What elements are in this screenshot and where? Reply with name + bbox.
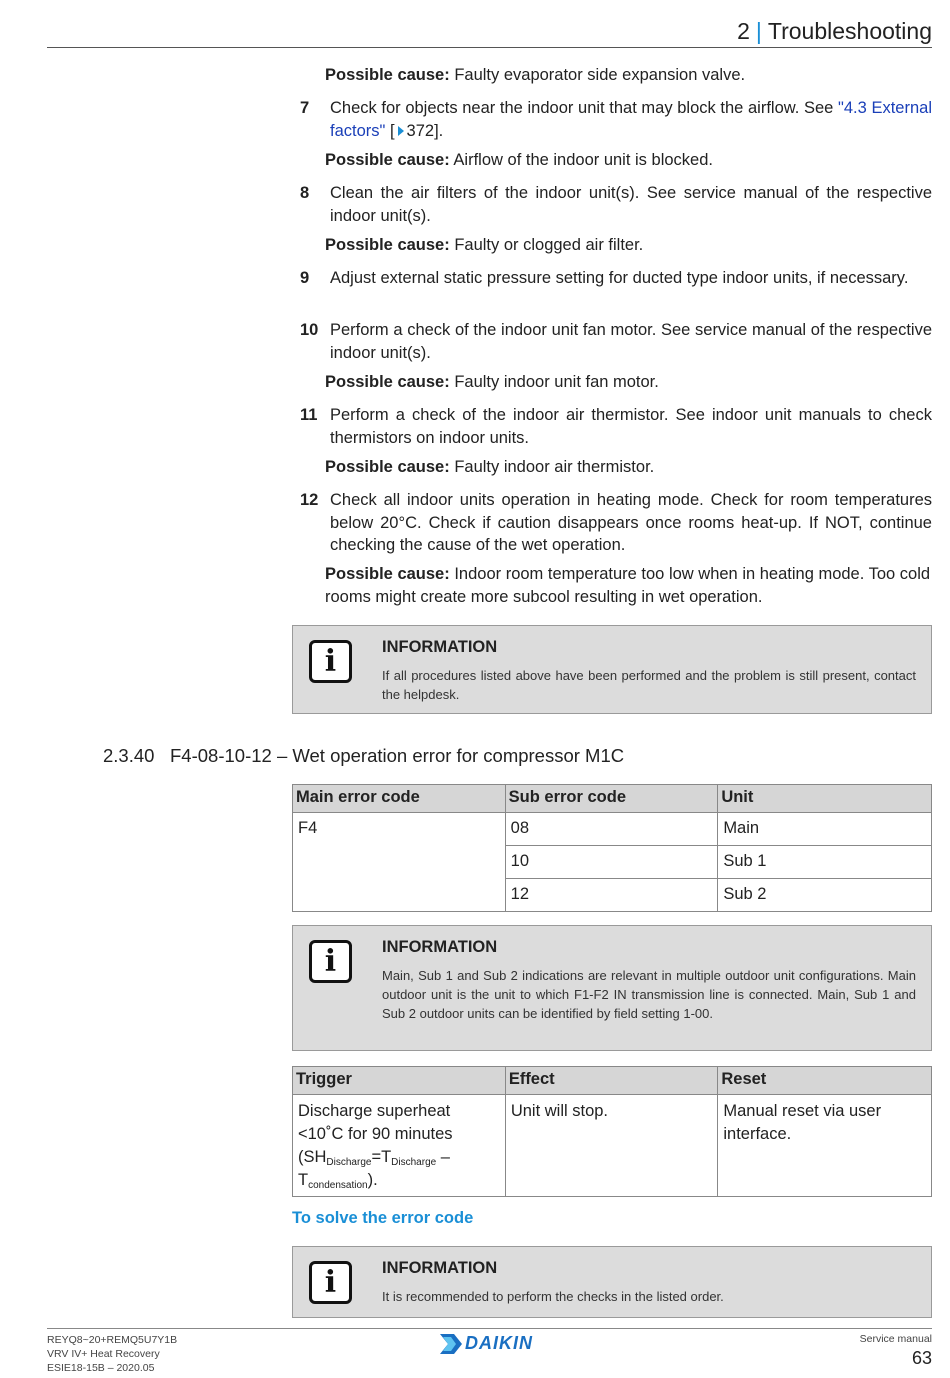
table-header: Main error code <box>293 785 506 813</box>
table-header: Effect <box>505 1067 718 1095</box>
step-text: Adjust external static pressure setting for ducted type indoor units, if necessary. <box>330 269 909 287</box>
step-text: Perform a check of the indoor unit fan motor. See service manual of the respective indoor unit(s). <box>330 321 932 362</box>
section-number: 2.3.40 <box>103 745 155 766</box>
information-text: If all procedures listed above have been performed and the problem is still present, contact the helpdesk. <box>382 668 916 702</box>
information-title: INFORMATION <box>382 1259 498 1277</box>
possible-cause-label: Possible cause: <box>325 66 450 84</box>
step-number: 10 <box>300 321 319 339</box>
information-icon: i <box>309 940 352 983</box>
possible-cause-label: Possible cause: <box>325 458 450 476</box>
chapter-number: 2 <box>737 18 750 44</box>
possible-cause-text: Airflow of the indoor unit is blocked. <box>453 151 713 169</box>
sub-error-code-cell: 08 <box>505 813 718 846</box>
possible-cause-6 <box>325 64 931 87</box>
logo-text: DAIKIN <box>465 1333 533 1353</box>
table-header-row <box>293 1067 932 1095</box>
possible-cause-label: Possible cause: <box>325 151 450 169</box>
section-title: F4-08-10-12 – Wet operation error for compressor M1C <box>170 745 625 766</box>
table-header: Reset <box>718 1067 932 1095</box>
page-number: 63 <box>911 1348 932 1368</box>
footer-model: REYQ8~20+REMQ5U7Y1B <box>47 1334 178 1346</box>
possible-cause-text: Faulty or clogged air filter. <box>454 236 644 254</box>
step-9 <box>300 267 932 290</box>
step-text <box>330 97 932 142</box>
possible-cause-text: Faulty evaporator side expansion valve. <box>454 66 746 84</box>
footer-product: VRV IV+ Heat Recovery <box>47 1348 160 1360</box>
information-icon: i <box>309 1261 352 1304</box>
information-text: Main, Sub 1 and Sub 2 indications are relevant in multiple outdoor unit configurations. Main outdoor unit is the unit to which F1-F2 IN transmission line is connected. Main, Sub 1 and Sub 2 outdoor units can be identified by field setting 1-00. <box>382 968 916 1021</box>
reset-cell: Manual reset via user interface. <box>718 1095 932 1197</box>
effect-cell: Unit will stop. <box>505 1095 718 1197</box>
trigger-text: ). <box>367 1171 378 1189</box>
possible-cause-11 <box>325 456 931 479</box>
information-title: INFORMATION <box>382 638 498 656</box>
step-text: Clean the air filters of the indoor unit(s). See service manual of the respective indoor unit(s). <box>330 184 932 225</box>
section-heading <box>103 745 624 767</box>
possible-cause-text: Faulty indoor air thermistor. <box>454 458 655 476</box>
footer-doc-info <box>47 1333 177 1375</box>
chapter-separator: | <box>755 18 762 44</box>
page-header <box>47 14 932 48</box>
table-row <box>293 813 932 846</box>
subscript: condensation <box>308 1180 368 1191</box>
step-number: 8 <box>300 184 310 202</box>
unit-cell: Sub 1 <box>718 846 932 879</box>
table-header-row <box>293 785 932 813</box>
chapter-title: Troubleshooting <box>767 18 932 44</box>
step-text: Perform a check of the indoor air thermistor. See indoor unit manuals to check thermistors on indoor units. <box>330 406 932 447</box>
trigger-text: – T <box>298 1148 450 1189</box>
possible-cause-10 <box>325 371 931 394</box>
trigger-text: Discharge superheat <10˚C for 90 minutes (SH <box>298 1102 453 1166</box>
information-title: INFORMATION <box>382 938 498 956</box>
solve-heading: To solve the error code <box>292 1209 474 1227</box>
page-ref-link[interactable]: 372 <box>406 121 435 140</box>
page-ref-arrow-icon <box>398 126 404 136</box>
possible-cause-8 <box>325 234 931 257</box>
external-factors-link[interactable]: "4.3 External factors" <box>330 99 932 140</box>
table-row <box>293 1095 932 1197</box>
trigger-cell <box>293 1095 506 1197</box>
footer-page-info <box>860 1333 932 1369</box>
trigger-effect-reset-table <box>292 1066 932 1197</box>
footer-manual-label: Service manual <box>859 1333 932 1345</box>
footer-doc-code: ESIE18-15B – 2020.05 <box>47 1362 155 1374</box>
step-8 <box>300 182 932 227</box>
table-header: Unit <box>718 785 932 813</box>
information-box <box>292 625 932 714</box>
step-12 <box>300 489 932 557</box>
possible-cause-label: Possible cause: <box>325 565 450 583</box>
possible-cause-12 <box>325 563 931 608</box>
step-text: Check all indoor units operation in heating mode. Check for room temperatures below 20°C. Check if caution disappears once rooms heat-up. If NOT, continue checking the cause of the wet operation. <box>330 491 932 554</box>
information-text: It is recommended to perform the checks in the listed order. <box>382 1289 724 1304</box>
chapter-heading <box>737 18 932 45</box>
step-number: 9 <box>300 269 310 287</box>
information-box <box>292 925 932 1051</box>
step-7 <box>300 97 932 142</box>
ref-open: [ <box>385 121 395 140</box>
information-box <box>292 1246 932 1318</box>
information-icon: i <box>309 640 352 683</box>
trigger-text: =T <box>371 1148 392 1166</box>
error-code-table <box>292 784 932 912</box>
sub-error-code-cell: 12 <box>505 879 718 912</box>
step-number: 7 <box>300 99 310 117</box>
daikin-logo <box>440 1333 533 1354</box>
possible-cause-label: Possible cause: <box>325 236 450 254</box>
table-header: Sub error code <box>505 785 718 813</box>
table-header: Trigger <box>293 1067 506 1095</box>
subscript: Discharge <box>326 1157 372 1168</box>
subscript: Discharge <box>391 1157 437 1168</box>
main-error-code-cell: F4 <box>293 813 506 912</box>
step-number: 11 <box>300 406 318 424</box>
step-text-part: Check for objects near the indoor unit that may block the airflow. See <box>330 99 839 117</box>
step-number: 12 <box>300 491 319 509</box>
possible-cause-label: Possible cause: <box>325 373 450 391</box>
possible-cause-text: Indoor room temperature too low when in heating mode. Too cold rooms might create more subcool resulting in wet operation. <box>325 565 931 606</box>
unit-cell: Main <box>718 813 932 846</box>
footer-divider <box>47 1328 932 1329</box>
sub-error-code-cell: 10 <box>505 846 718 879</box>
ref-close: ]. <box>434 121 444 140</box>
daikin-logo-icon <box>440 1334 462 1354</box>
possible-cause-text: Faulty indoor unit fan motor. <box>454 373 659 391</box>
step-11 <box>300 404 932 449</box>
step-10 <box>300 319 932 364</box>
unit-cell: Sub 2 <box>718 879 932 912</box>
possible-cause-7 <box>325 149 931 172</box>
